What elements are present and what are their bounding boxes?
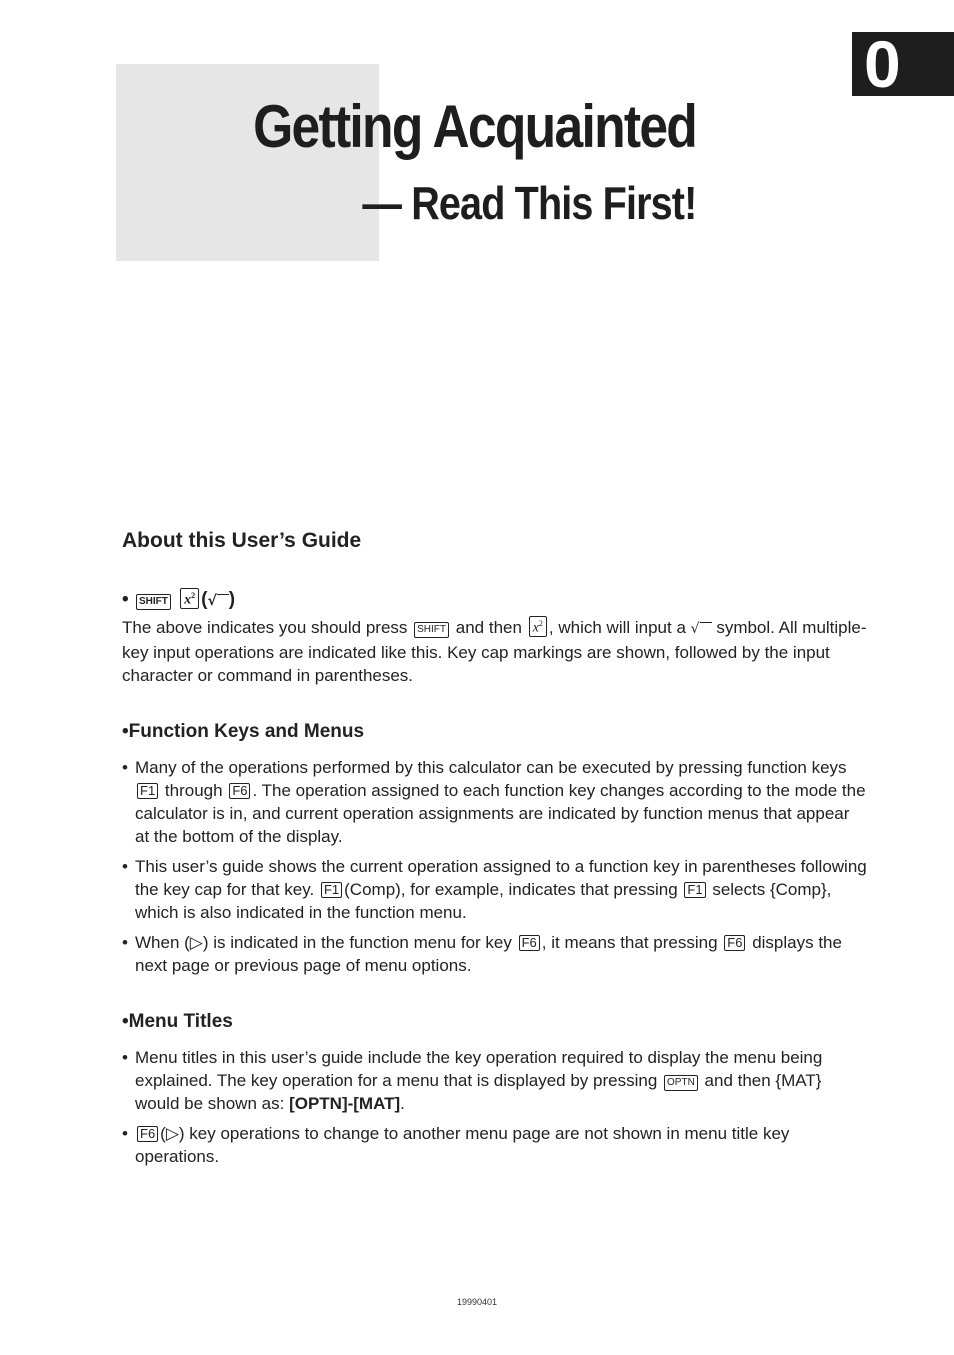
f1-key-icon: F1 — [684, 882, 705, 898]
square-root-icon: √ — [207, 593, 228, 609]
bullet-dot: • — [122, 589, 129, 610]
f1-key-icon: F1 — [321, 882, 342, 898]
f6-key-icon: F6 — [519, 935, 540, 951]
f1-key-icon: F1 — [137, 783, 158, 799]
menu-titles-heading: •Menu Titles — [122, 1011, 233, 1032]
function-keys-section — [122, 720, 867, 977]
list-item: • Menu titles in this user’s guide include the key operation required to display the menu being explained. The key operation for a menu that is displayed by pressing OPTN and then {MAT} would be shown as: [OPTN]-[MAT]. — [122, 1046, 867, 1115]
x-squared-key-icon: $x^2$ — [529, 616, 547, 637]
list-item: • F6 (▷) key operations to change to another menu page are not shown in menu title key operations. — [122, 1122, 867, 1168]
menu-titles-section — [122, 1010, 867, 1168]
function-keys-heading: •Function Keys and Menus — [122, 721, 365, 742]
shift-key-icon: SHIFT — [136, 594, 171, 610]
page-title: Getting Acquainted — [253, 93, 696, 160]
x-squared-key-icon: $x^2$ — [180, 588, 199, 609]
f6-key-icon: F6 — [137, 1126, 158, 1142]
page-footer-code: 19990401 — [456, 1297, 498, 1307]
main-content — [122, 527, 867, 1175]
shift-key-icon: SHIFT — [414, 622, 449, 638]
guide-intro: The above indicates you should press SHIFT and then $x^2$ , which will input a √ symbol. All multiple-key input operations are indicated like this. Key cap markings are shown, followed by the input character or command in parentheses. — [122, 618, 867, 685]
list-item: • This user’s guide shows the current operation assigned to a function key in parentheses following the key cap for that key. F1 (Comp), for example, indicates that pressing F1 selects {Comp}, which is also indicated in the function menu. — [122, 855, 867, 924]
guide-heading: About this User’s Guide — [122, 529, 362, 552]
chapter-number-tab: 0 — [852, 32, 954, 96]
square-root-icon: √ — [691, 621, 712, 637]
page-subtitle: — Read This First! — [361, 177, 696, 229]
function-keys-list — [122, 756, 867, 977]
f6-key-icon: F6 — [229, 783, 250, 799]
optn-key-icon: OPTN — [664, 1075, 698, 1091]
list-item: • When (▷) is indicated in the function menu for key F6 , it means that pressing F6 displays the next page or previous page of menu options. — [122, 931, 867, 977]
key-example: • SHIFT $x^2$ (√ ) — [122, 589, 236, 610]
menu-titles-list — [122, 1046, 867, 1168]
list-item: • Many of the operations performed by this calculator can be executed by pressing function keys F1 through F6 . The operation assigned to each function key changes according to the mode the calculator is in, and current operation assignments are indicated by function menus that appear at the bottom of the display. — [122, 756, 867, 848]
f6-key-icon: F6 — [724, 935, 745, 951]
